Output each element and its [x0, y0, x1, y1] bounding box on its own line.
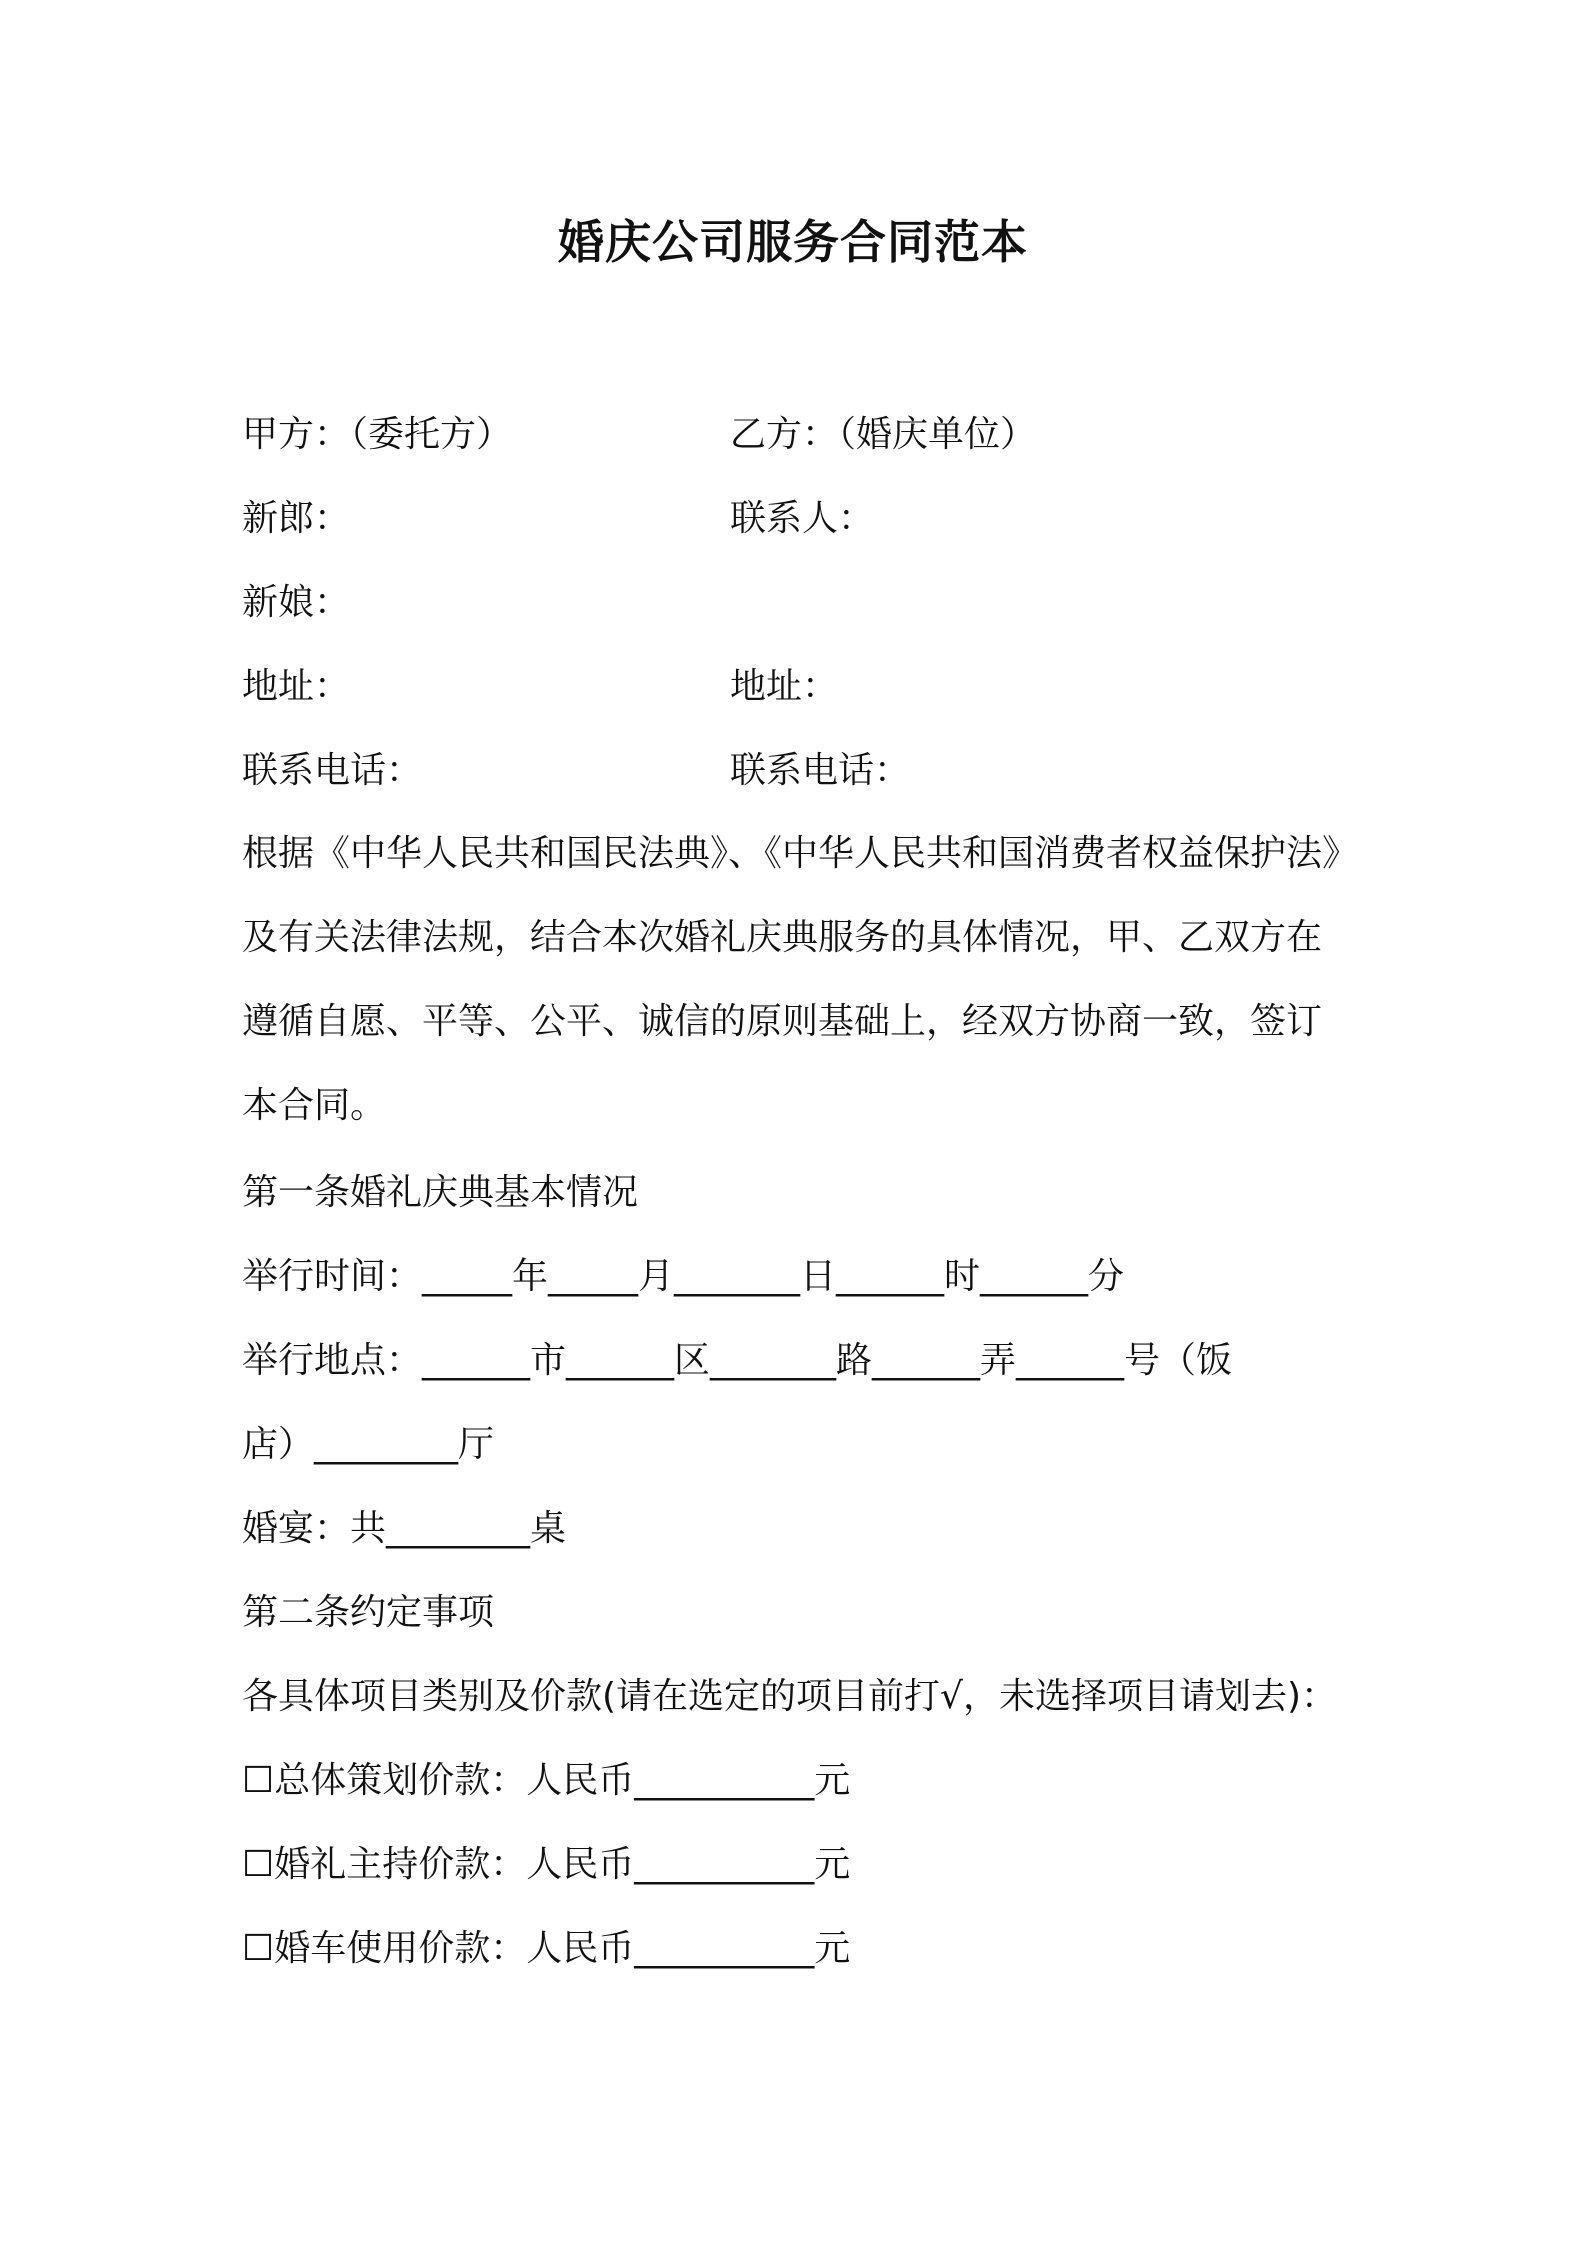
preamble-line: 遵循自愿、平等、公平、诚信的原则基础上，经双方协商一致，签订 — [242, 1001, 1323, 1042]
party-b-label: 乙方：（婚庆单位） — [730, 414, 1037, 455]
preamble-line: 本合同。 — [242, 1085, 387, 1126]
item-overall-planning: ☐总体策划价款：人民币__________元 — [242, 1760, 851, 1801]
article2-heading: 第二条约定事项 — [242, 1592, 495, 1633]
address-b-label: 地址： — [730, 666, 839, 707]
preamble-line: 及有关法律法规，结合本次婚礼庆典服务的具体情况，甲、乙双方在 — [242, 917, 1323, 958]
preamble-paragraph — [242, 812, 1360, 1148]
event-place-field-cont: 店）________厅 — [242, 1424, 495, 1465]
groom-label: 新郎： — [242, 498, 351, 539]
address-a-label: 地址： — [242, 666, 351, 707]
item-wedding-host: ☐婚礼主持价款：人民币__________元 — [242, 1844, 851, 1885]
item-wedding-car: ☐婚车使用价款：人民币__________元 — [242, 1928, 851, 1969]
article1-heading: 第一条婚礼庆典基本情况 — [242, 1172, 639, 1213]
article2-intro: 各具体项目类别及价款(请在选定的项目前打√，未选择项目请划去)： — [242, 1676, 1338, 1717]
phone-b-label: 联系电话： — [730, 750, 911, 791]
bride-label: 新娘： — [242, 582, 351, 623]
banquet-tables-field: 婚宴：共________桌 — [242, 1508, 567, 1549]
contact-person-label: 联系人： — [730, 498, 875, 539]
event-time-field: 举行时间：_____年_____月_______日______时______分 — [242, 1256, 1125, 1297]
document-title: 婚庆公司服务合同范本 — [558, 215, 1028, 269]
party-a-label: 甲方：（委托方） — [242, 414, 513, 455]
preamble-line: 根据《中华人民共和国民法典》、《中华人民共和国消费者权益保护法》 — [242, 833, 1359, 874]
event-place-field: 举行地点：______市______区_______路______弄______号（饭 — [242, 1340, 1233, 1381]
phone-a-label: 联系电话： — [242, 750, 423, 791]
